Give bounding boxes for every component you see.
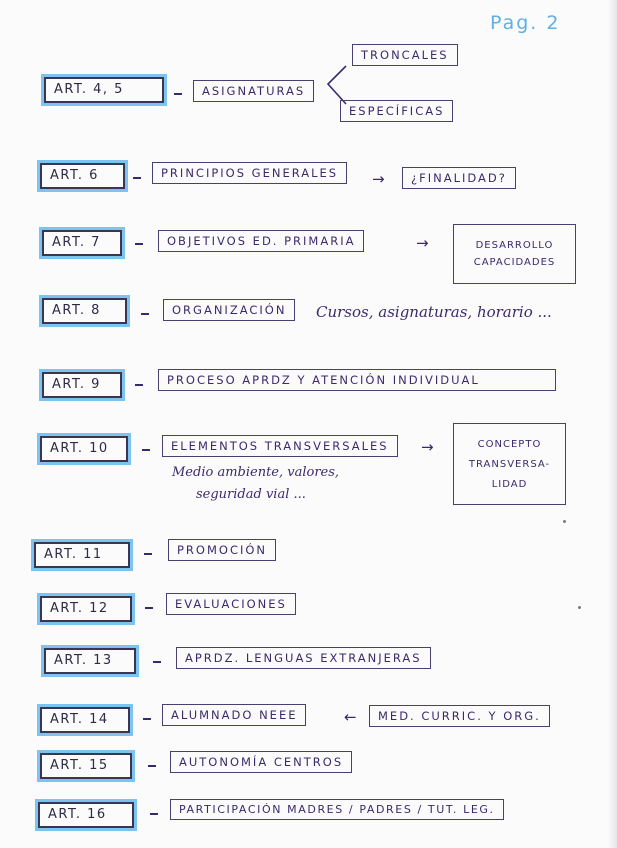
result-line: DESARROLLO xyxy=(475,240,554,251)
dash xyxy=(148,765,156,767)
topic-box: PROMOCIÓN xyxy=(168,539,276,561)
arrow-left-icon: ← xyxy=(344,708,357,726)
dash xyxy=(150,813,158,815)
source-box: MED. CURRIC. Y ORG. xyxy=(369,705,550,727)
dash xyxy=(153,661,161,663)
topic-box: PROCESO APRDZ Y ATENCIÓN INDIVIDUAL xyxy=(158,369,556,391)
branch-box: TRONCALES xyxy=(352,44,458,66)
article-label: ART. 11 xyxy=(34,542,130,568)
ink-dot xyxy=(563,520,566,523)
topic-box: ELEMENTOS TRANSVERSALES xyxy=(162,435,398,457)
arrow-right-icon: → xyxy=(421,438,434,456)
topic-box: OBJETIVOS ED. PRIMARIA xyxy=(158,230,364,252)
ink-dot xyxy=(578,606,581,609)
article-label: ART. 6 xyxy=(40,163,125,189)
article-label: ART. 7 xyxy=(42,230,122,256)
topic-box: ASIGNATURAS xyxy=(193,80,314,102)
handwritten-note: Medio ambiente, valores, xyxy=(172,465,340,480)
article-label: ART. 15 xyxy=(40,753,132,779)
article-label: ART. 16 xyxy=(38,802,134,828)
article-label: ART. 14 xyxy=(40,707,130,733)
topic-box: ORGANIZACIÓN xyxy=(163,299,295,321)
topic-box: AUTONOMÍA CENTROS xyxy=(170,751,352,773)
dash xyxy=(135,243,143,245)
article-label: ART. 4, 5 xyxy=(44,77,164,103)
article-label: ART. 8 xyxy=(42,298,127,324)
dash xyxy=(135,384,143,386)
topic-box: EVALUACIONES xyxy=(166,593,296,615)
article-label: ART. 10 xyxy=(40,436,128,462)
result-box xyxy=(453,423,566,505)
handwritten-note: Cursos, asignaturas, horario ... xyxy=(316,303,552,321)
dash xyxy=(133,177,141,179)
article-label: ART. 13 xyxy=(44,648,136,674)
topic-box: ALUMNADO NEEE xyxy=(162,704,306,726)
result-line: CAPACIDADES xyxy=(473,257,556,268)
dash xyxy=(143,718,151,720)
topic-box: APRDZ. LENGUAS EXTRANJERAS xyxy=(176,647,431,669)
arrow-right-icon: → xyxy=(416,234,429,252)
article-label: ART. 12 xyxy=(40,596,132,622)
dash xyxy=(141,313,149,315)
handwritten-note: seguridad vial ... xyxy=(196,487,306,502)
article-label: ART. 9 xyxy=(42,372,122,398)
branch-box: ESPECÍFICAS xyxy=(340,100,453,122)
result-line: TRANSVERSA- xyxy=(468,458,551,470)
result-box xyxy=(453,224,576,284)
topic-box: PRINCIPIOS GENERALES xyxy=(152,162,347,184)
topic-box: PARTICIPACIÓN MADRES / PADRES / TUT. LEG. xyxy=(170,799,504,820)
dash xyxy=(142,449,150,451)
page-edge xyxy=(607,0,617,848)
dash xyxy=(145,607,153,609)
result-line: CONCEPTO xyxy=(477,438,542,450)
page-number: Pag. 2 xyxy=(490,12,561,34)
dash xyxy=(174,93,182,95)
dash xyxy=(144,553,152,555)
result-box: ¿FINALIDAD? xyxy=(402,167,516,189)
arrow-right-icon: → xyxy=(372,170,385,188)
result-line: LIDAD xyxy=(491,478,528,490)
